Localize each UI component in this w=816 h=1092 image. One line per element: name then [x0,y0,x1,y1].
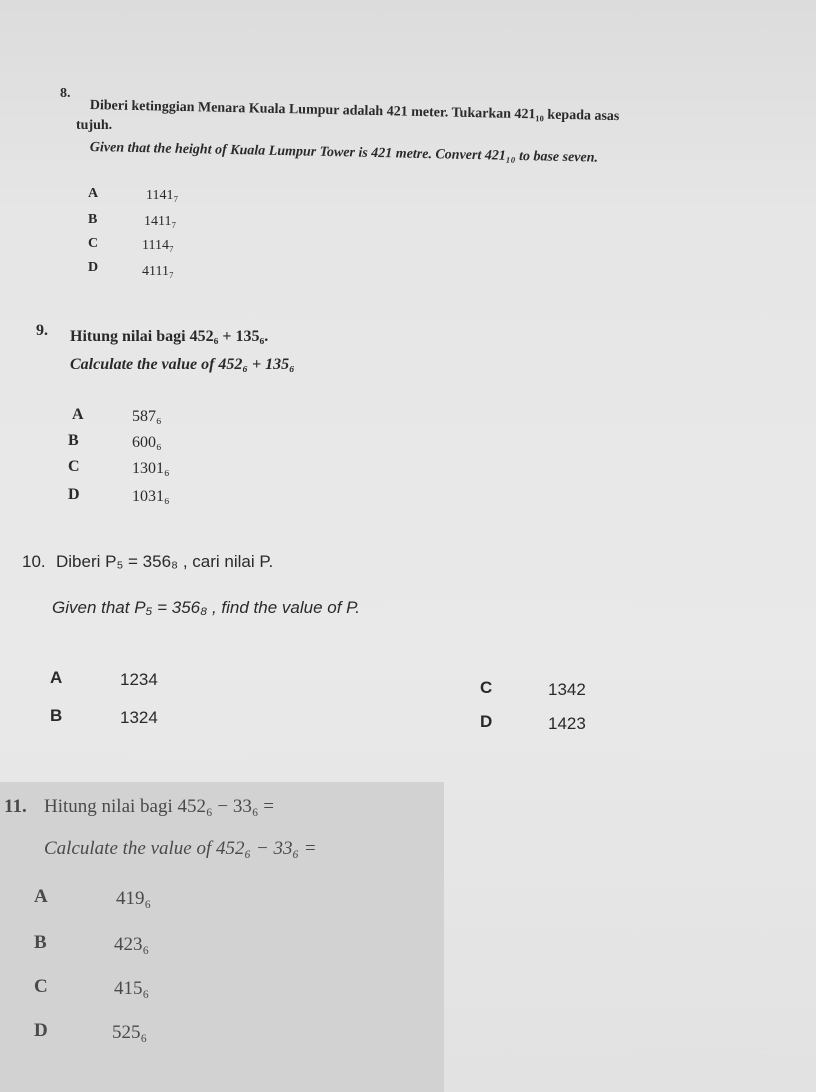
q11-option-c-letter: C [34,976,48,997]
q8-malay-line1: Diberi ketinggian Menara Kuala Lumpur adalah 421 meter. Tukarkan 421₁₀ kepada asas [89,98,620,125]
q11-number: 11. [4,796,27,817]
q8-number: 8. [60,86,71,101]
q11-option-b-value: 423₆ [114,934,150,955]
q8-malay-line2: tujuh. [76,118,113,133]
q8-option-a-letter: A [88,186,99,201]
q11-malay: Hitung nilai bagi 452₆ − 33₆ = [44,796,274,817]
q9-malay: Hitung nilai bagi 452₆ + 135₆. [70,328,269,345]
q8-option-c-letter: C [88,236,99,251]
q9-option-b-value: 600₆ [132,434,162,451]
q9-option-b-letter: B [68,432,79,449]
q10-option-d-value: 1423 [548,714,586,733]
q8-option-b-value: 1411₇ [144,214,177,229]
q9-option-a-letter: A [72,406,84,423]
q10-option-b-letter: B [50,706,63,725]
q11-option-a-value: 419₆ [116,888,152,909]
q8-english: Given that the height of Kuala Lumpur Tower is 421 metre. Convert 421₁₀ to base seven. [89,140,599,166]
q10-option-b-value: 1324 [120,708,158,727]
q10-option-c-value: 1342 [548,680,586,699]
q11-english: Calculate the value of 452₆ − 33₆ = [44,838,317,859]
q9-option-c-letter: C [68,458,80,475]
q11-option-d-letter: D [34,1020,48,1041]
q10-option-a-value: 1234 [120,670,158,689]
q8-option-b-letter: B [88,212,98,227]
q10-option-d-letter: D [480,712,493,731]
q9-english: Calculate the value of 452₆ + 135₆ [70,356,295,373]
q8-option-c-value: 1114₇ [142,238,174,253]
q8-option-d-letter: D [88,260,99,275]
q10-malay: Diberi P₅ = 356₈ , cari nilai P. [56,552,274,571]
q9-number: 9. [36,322,48,339]
q10-english: Given that P₅ = 356₈ , find the value of P. [52,598,361,617]
q11-panel [0,782,444,1092]
q8-option-d-value: 4111₇ [142,264,174,279]
q10-option-a-letter: A [50,668,63,687]
q10-number: 10. [22,552,46,571]
q11-option-c-value: 415₆ [114,978,150,999]
q9-option-c-value: 1301₆ [132,460,170,477]
q11-option-a-letter: A [34,886,48,907]
q11-option-b-letter: B [34,932,47,953]
q8-option-a-value: 1141₇ [146,188,179,203]
q11-option-d-value: 525₆ [112,1022,148,1043]
q9-option-d-letter: D [68,486,80,503]
q9-option-d-value: 1031₆ [132,488,170,505]
q9-option-a-value: 587₆ [132,408,162,425]
q10-option-c-letter: C [480,678,493,697]
